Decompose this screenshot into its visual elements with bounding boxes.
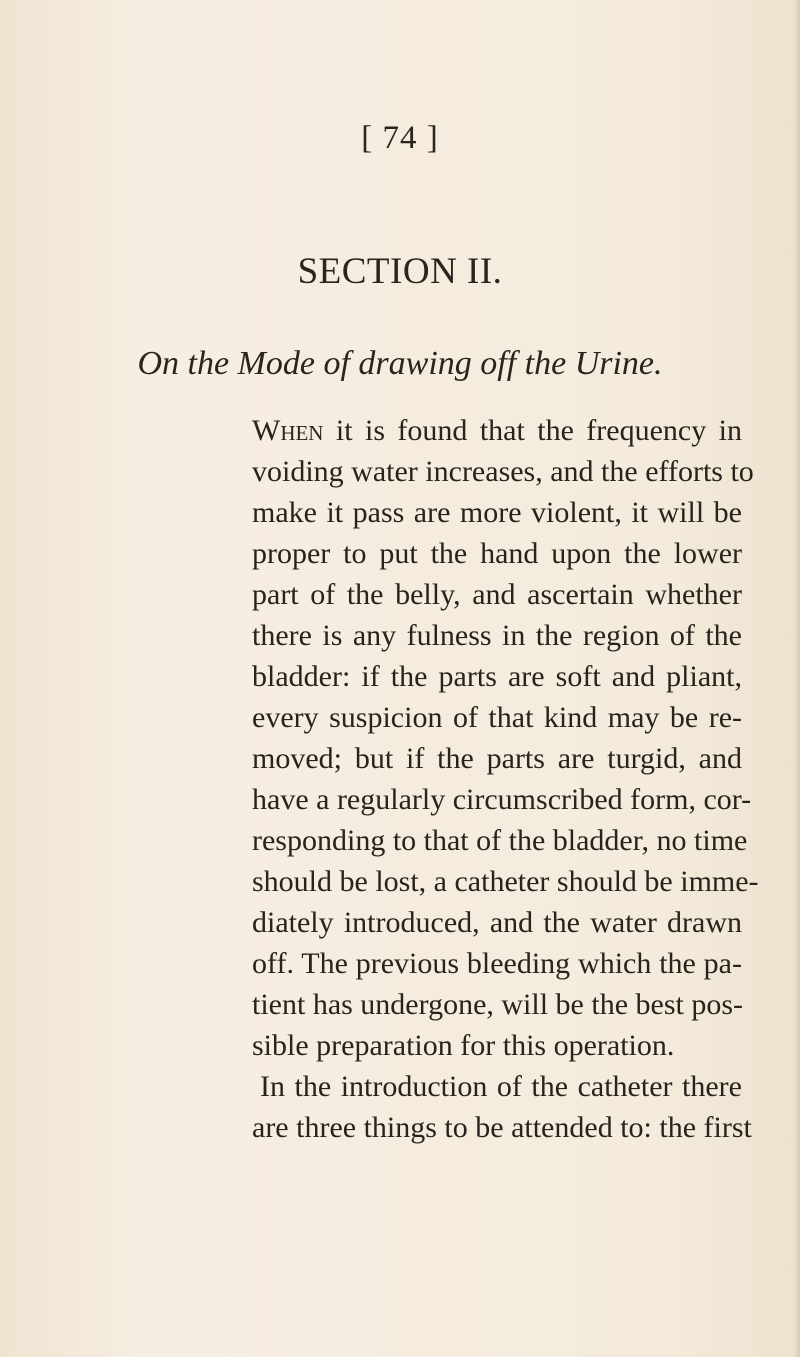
text-line: sible preparation for this operation.: [252, 1029, 675, 1062]
text-line: When it is found that the frequency in: [252, 414, 742, 447]
text-line: there is any fulness in the region of the: [252, 619, 742, 652]
text-line: tient has undergone, will be the best pos-: [252, 988, 744, 1021]
section-subtitle: On the Mode of drawing off the Urine.: [137, 345, 663, 382]
text-line: have a regularly circumscribed form, cor-: [252, 783, 752, 816]
section-title: SECTION II.: [297, 251, 503, 292]
page-number: [ 74 ]: [361, 120, 439, 156]
text-line: part of the belly, and ascertain whether: [252, 578, 742, 611]
text-line: are three things to be attended to: the first: [252, 1111, 752, 1144]
text-line: In the introduction of the catheter there: [260, 1070, 742, 1103]
text-line: should be lost, a catheter should be imme-: [252, 865, 759, 898]
text-line: make it pass are more violent, it will be: [252, 496, 742, 529]
body-paragraphs: [252, 410, 759, 1148]
text-line: bladder: if the parts are soft and pliant,: [252, 660, 742, 693]
opening-word: When: [252, 414, 324, 447]
text-line: diately introduced, and the water drawn: [252, 906, 742, 939]
text-line: moved; but if the parts are turgid, and: [252, 742, 742, 775]
text-line: off. The previous bleeding which the pa-: [252, 947, 742, 980]
text-line: responding to that of the bladder, no time: [252, 824, 748, 857]
text-line: voiding water increases, and the efforts to: [252, 455, 754, 488]
text-line: proper to put the hand upon the lower: [252, 537, 742, 570]
page-edge-shadow: [794, 0, 800, 1357]
text-line: every suspicion of that kind may be re-: [252, 701, 742, 734]
